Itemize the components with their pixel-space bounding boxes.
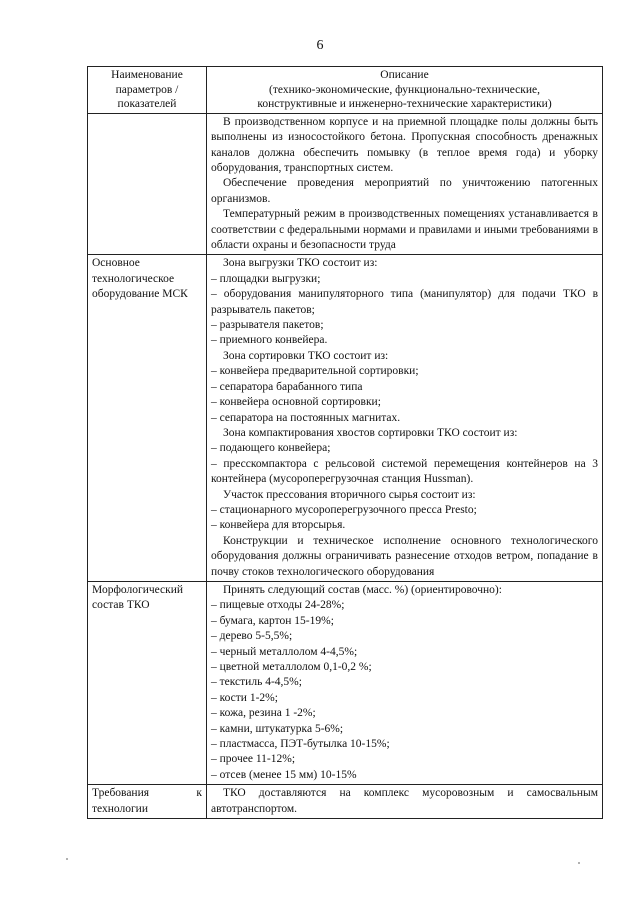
list-item: – пластмасса, ПЭТ-бутылка 10-15%;	[211, 737, 598, 752]
scan-speck	[578, 862, 580, 864]
header-col2-line: (технико-экономические, функционально-технические,	[269, 83, 540, 96]
paragraph: Температурный режим в производственных помещениях устанавливается в соответствии с федеральными нормами и правилами и иными требованиями в области охраны и безопасности труда	[211, 208, 598, 252]
list-item: – конвейера основной сортировки;	[211, 395, 598, 410]
header-col1-line: Наименование	[111, 69, 183, 81]
list-item: – камни, штукатурка 5-6%;	[211, 722, 598, 737]
list-item: – оборудования манипуляторного типа (манипулятор) для подачи ТКО в разрыватель пакетов;	[211, 287, 598, 318]
list-item: – кожа, резина 1 -2%;	[211, 706, 598, 721]
row-description-requirements	[207, 785, 603, 819]
label-line	[92, 786, 202, 801]
list-item: – разрывателя пакетов;	[211, 318, 598, 333]
list-item: – черный металлолом 4-4,5%;	[211, 645, 598, 660]
specification-table	[87, 66, 603, 819]
row-description-morphology	[207, 581, 603, 784]
row-description-equipment	[207, 255, 603, 582]
row-description-continued	[207, 113, 603, 255]
paragraph: Конструкции и техническое исполнение основного технологического оборудования должны ограничивать разнесение отходов ветром, попадание в почву стоков технологического оборудования	[211, 534, 598, 578]
list-item: – пресскомпактора с рельсовой системой перемещения контейнеров на 3 контейнера (мусороперегрузочная станция Hussman).	[211, 457, 598, 488]
list-item: – сепаратора на постоянных магнитах.	[211, 411, 598, 426]
list-item: – бумага, картон 15-19%;	[211, 614, 598, 629]
table-row-equipment	[88, 255, 603, 582]
paragraph: Принять следующий состав (масс. %) (ориентировочно):	[223, 583, 502, 596]
paragraph: В производственном корпусе и на приемной площадке полы должны быть выполнены из износостойкого бетона. Пропускная способность дренажных каналов должна обеспечить помывку (в теплое время года) и уборку оборудования, транспортных систем.	[211, 115, 598, 174]
header-col2-line: конструктивные и инженерно-технические характеристики)	[257, 98, 552, 111]
list-item: – приемного конвейера.	[211, 333, 598, 348]
list-item: – подающего конвейера;	[211, 441, 598, 456]
list-item: – кости 1-2%;	[211, 691, 598, 706]
paragraph: ТКО доставляются на комплекс мусоровозным и самосвальным автотранспортом.	[211, 787, 598, 815]
list-item: – текстиль 4-4,5%;	[211, 675, 598, 690]
page-number: 6	[316, 38, 324, 53]
header-col-parameters	[88, 67, 207, 114]
table-row-requirements	[88, 785, 603, 819]
list-item: – отсев (менее 15 мм) 10-15%	[211, 768, 598, 783]
list-item: – дерево 5-5,5%;	[211, 629, 598, 644]
label-word: Требования	[92, 787, 150, 800]
zone-title: Зона выгрузки ТКО состоит из:	[223, 257, 378, 270]
header-col2-line: Описание	[380, 69, 429, 81]
list-item: – прочее 11-12%;	[211, 752, 598, 767]
zone-title: Участок прессования вторичного сырья состоит из:	[223, 488, 476, 501]
header-col1-line: параметров /	[115, 83, 179, 96]
table-header-row	[88, 67, 603, 114]
list-item: – цветной металлолом 0,1-0,2 %;	[211, 660, 598, 675]
list-item: – конвейера для вторсырья.	[211, 518, 598, 533]
list-item: – пищевые отходы 24-28%;	[211, 598, 598, 613]
paragraph: Обеспечение проведения мероприятий по уничтожению патогенных организмов.	[211, 177, 598, 205]
row-label-morphology: Морфологический состав ТКО	[88, 581, 207, 784]
row-label-requirements	[88, 785, 207, 819]
list-item: – конвейера предварительной сортировки;	[211, 364, 598, 379]
table-row-continued	[88, 113, 603, 255]
row-label-empty	[88, 113, 207, 255]
list-item: – площадки выгрузки;	[211, 272, 598, 287]
table-row-morphology	[88, 581, 603, 784]
header-col1-line: показателей	[117, 98, 177, 111]
header-col-description	[207, 67, 603, 114]
scan-speck	[66, 858, 68, 860]
row-label-equipment: Основное технологическое оборудование МСК	[88, 255, 207, 582]
list-item: – стационарного мусороперегрузочного пресса Presto;	[211, 503, 598, 518]
zone-title: Зона сортировки ТКО состоит из:	[223, 349, 389, 362]
zone-title: Зона компактирования хвостов сортировки ТКО состоит из:	[223, 426, 518, 439]
list-item: – сепаратора барабанного типа	[211, 380, 598, 395]
label-word: к	[196, 787, 202, 800]
label-line: технологии	[92, 802, 148, 815]
